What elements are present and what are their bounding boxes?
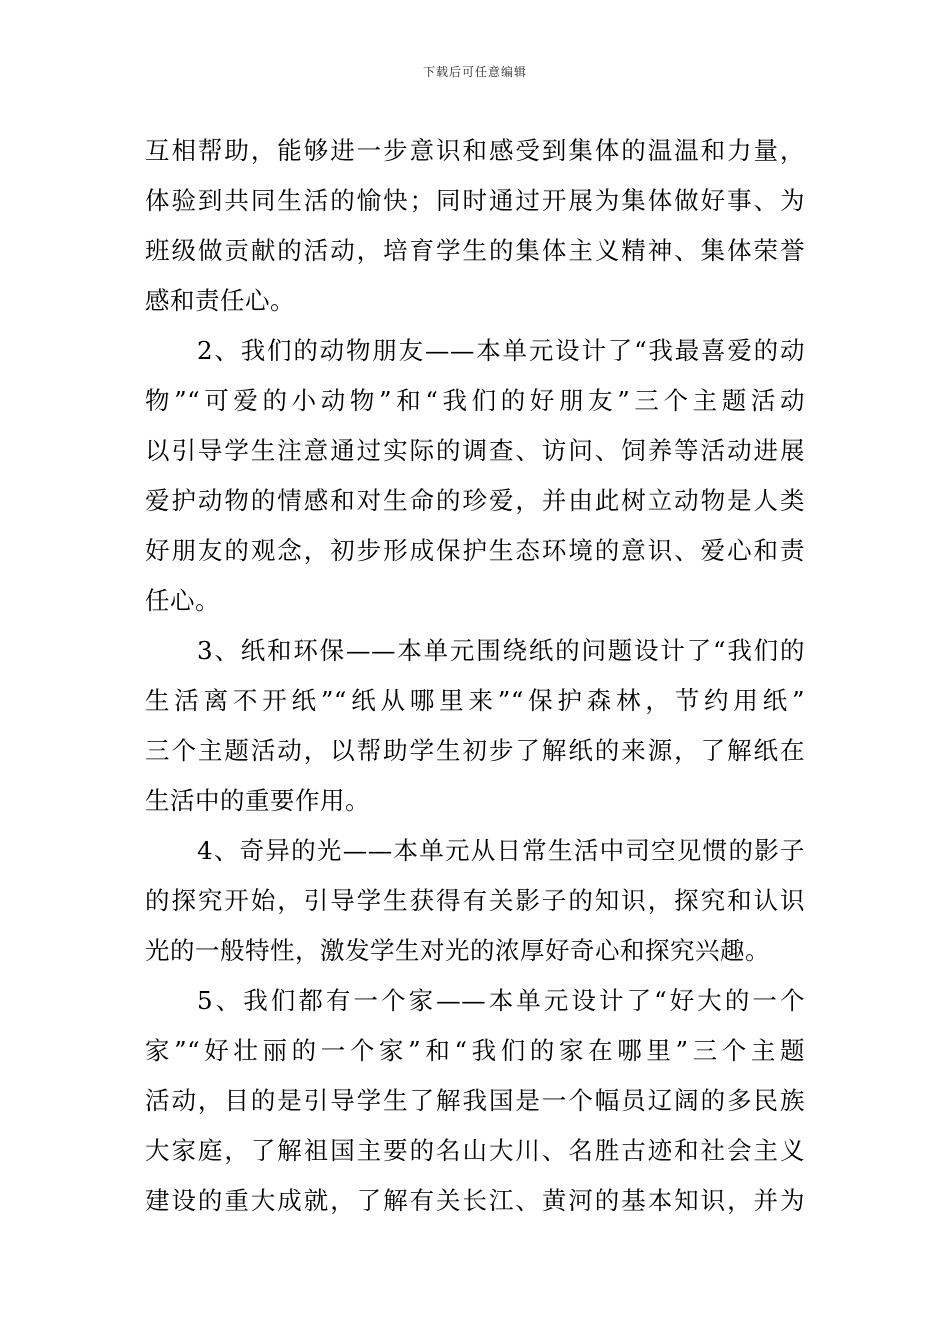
text-line: 3、纸和环保——本单元围绕纸的问题设计了“我们的 (197, 636, 805, 665)
paragraph-4 (145, 826, 805, 976)
text-line: 互相帮助，能够进一步意识和感受到集体的温温和力量， (145, 136, 805, 165)
text-line: 光的一般特性，激发学生对光的浓厚好奇心和探究兴趣。 (145, 936, 770, 965)
paragraph-1 (145, 126, 805, 326)
text-line: 感和责任心。 (145, 286, 295, 315)
text-line: 生活离不开纸”“纸从哪里来”“保护森林，节约用纸” (145, 686, 805, 715)
text-line: 爱护动物的情感和对生命的珍爱，并由此树立动物是人类 (145, 486, 805, 515)
text-line: 5、我们都有一个家——本单元设计了“好大的一个 (197, 986, 805, 1015)
text-line: 班级做贡献的活动，培育学生的集体主义精神、集体荣誉 (145, 236, 805, 265)
text-line: 2、我们的动物朋友——本单元设计了“我最喜爱的动 (197, 336, 805, 365)
paragraph-2 (145, 326, 805, 626)
paragraph-5 (145, 976, 805, 1226)
text-line: 以引导学生注意通过实际的调查、访问、饲养等活动进展 (145, 436, 805, 465)
text-line: 物”“可爱的小动物”和“我们的好朋友”三个主题活动 (145, 386, 805, 415)
text-line: 建设的重大成就，了解有关长江、黄河的基本知识，并为 (145, 1186, 805, 1215)
text-line: 任心。 (145, 586, 220, 615)
document-body (145, 126, 805, 1226)
text-line: 三个主题活动，以帮助学生初步了解纸的来源，了解纸在 (145, 736, 805, 765)
page-header-note: 下载后可任意编辑 (422, 65, 527, 79)
text-line: 体验到共同生活的愉快；同时通过开展为集体做好事、为 (145, 186, 805, 215)
text-line: 好朋友的观念，初步形成保护生态环境的意识、爱心和责 (145, 536, 805, 565)
text-line: 家”“好壮丽的一个家”和“我们的家在哪里”三个主题 (145, 1036, 805, 1065)
text-line: 4、奇异的光——本单元从日常生活中司空见惯的影子 (197, 836, 805, 865)
text-line: 活动，目的是引导学生了解我国是一个幅员辽阔的多民族 (145, 1086, 805, 1115)
text-line: 大家庭，了解祖国主要的名山大川、名胜古迹和社会主义 (145, 1136, 805, 1165)
text-line: 生活中的重要作用。 (145, 786, 370, 815)
paragraph-3 (145, 626, 805, 826)
text-line: 的探究开始，引导学生获得有关影子的知识，探究和认识 (145, 886, 805, 915)
